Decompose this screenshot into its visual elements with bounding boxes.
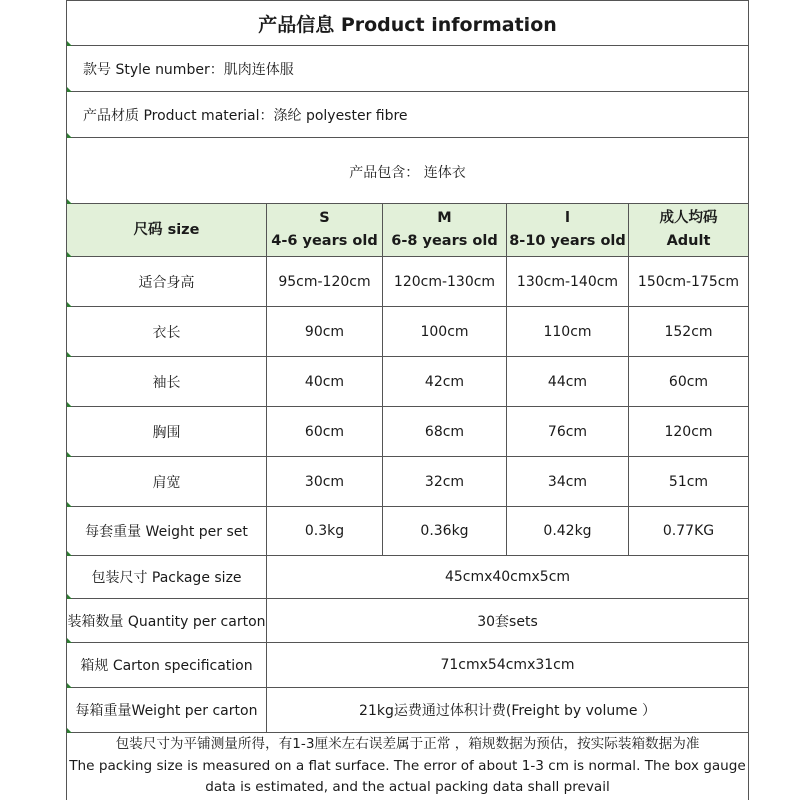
size-row-height: [67, 257, 748, 307]
value-l: 0.42kg: [506, 507, 628, 555]
carton-weight-row: [67, 688, 748, 733]
row-label: 包装尺寸 Package size: [91, 570, 242, 586]
value-l: 34cm: [506, 457, 628, 506]
size-row-length: [67, 307, 748, 357]
size-header-s: [266, 204, 382, 256]
value-s: 95cm-120cm: [266, 257, 382, 306]
row-label: 装箱数量 Quantity per carton: [67, 613, 266, 630]
title-row: [67, 0, 748, 46]
value-adult: 120cm: [628, 407, 748, 456]
value-s: 30cm: [266, 457, 382, 506]
value-m: 100cm: [382, 307, 506, 356]
note-line-en-1: The packing size is measured on a flat surface. The error of about 1-3 cm is normal. The box gauge: [69, 757, 746, 774]
value-s: 0.3kg: [266, 507, 382, 555]
size-code: S: [319, 210, 330, 226]
page-title: 产品信息 Product information: [258, 13, 557, 36]
value-l: 44cm: [506, 357, 628, 406]
value-adult: 60cm: [628, 357, 748, 406]
row-label: 每套重量 Weight per set: [85, 524, 248, 540]
size-code: 成人均码: [659, 210, 718, 226]
value-s: 90cm: [266, 307, 382, 356]
row-label: 箱规 Carton specification: [80, 658, 253, 674]
packing-note: [67, 733, 748, 800]
style-number: 款号 Style number：肌肉连体服: [83, 61, 294, 78]
value-adult: 150cm-175cm: [628, 257, 748, 306]
carton-quantity-row: [67, 599, 748, 643]
size-header-adult: [628, 204, 748, 256]
size-age: 8-10 years old: [509, 233, 626, 249]
product-includes: 产品包含： 连体衣: [349, 164, 466, 181]
size-row-chest: [67, 407, 748, 457]
size-code: l: [565, 210, 570, 226]
product-material: 产品材质 Product material：涤纶 polyester fibre: [83, 107, 408, 124]
includes-row: [67, 138, 748, 204]
value-s: 40cm: [266, 357, 382, 406]
product-info-sheet: [66, 0, 749, 800]
size-code: M: [437, 210, 452, 226]
size-age: Adult: [666, 233, 711, 249]
row-label: 每箱重量Weight per carton: [75, 703, 258, 719]
size-header-m: [382, 204, 506, 256]
size-header-l: [506, 204, 628, 256]
value-m: 0.36kg: [382, 507, 506, 555]
value-m: 120cm-130cm: [382, 257, 506, 306]
value-l: 110cm: [506, 307, 628, 356]
row-value: 71cmx54cmx31cm: [266, 643, 748, 687]
row-label: 袖长: [152, 374, 181, 391]
row-value: 30套sets: [266, 599, 748, 642]
row-label: 衣长: [152, 324, 181, 341]
row-label: 适合身高: [138, 274, 195, 291]
size-age: 6-8 years old: [391, 233, 498, 249]
note-row: [67, 733, 748, 800]
size-row-sleeve: [67, 357, 748, 407]
value-adult: 51cm: [628, 457, 748, 506]
row-value: 21kg运费通过体积计费(Freight by volume ）: [266, 688, 748, 732]
size-age: 4-6 years old: [271, 233, 378, 249]
size-row-weight: [67, 507, 748, 556]
style-number-row: [67, 46, 748, 92]
value-adult: 0.77KG: [628, 507, 748, 555]
note-line-cn: 包装尺寸为平铺测量所得，有1-3厘米左右误差属于正常 ，箱规数据为预估，按实际装箱数据为准: [115, 736, 700, 753]
value-s: 60cm: [266, 407, 382, 456]
package-size-row: [67, 556, 748, 599]
note-line-en-2: data is estimated, and the actual packing data shall prevail: [205, 779, 610, 796]
size-row-shoulder: [67, 457, 748, 507]
value-adult: 152cm: [628, 307, 748, 356]
value-l: 76cm: [506, 407, 628, 456]
value-m: 32cm: [382, 457, 506, 506]
row-value: 45cmx40cmx5cm: [266, 556, 748, 598]
value-m: 42cm: [382, 357, 506, 406]
value-l: 130cm-140cm: [506, 257, 628, 306]
carton-spec-row: [67, 643, 748, 688]
value-m: 68cm: [382, 407, 506, 456]
material-row: [67, 92, 748, 138]
row-label: 肩宽: [152, 474, 181, 491]
size-header-row: [67, 204, 748, 257]
size-header-label: 尺码 size: [67, 204, 266, 256]
row-label: 胸围: [152, 424, 181, 441]
